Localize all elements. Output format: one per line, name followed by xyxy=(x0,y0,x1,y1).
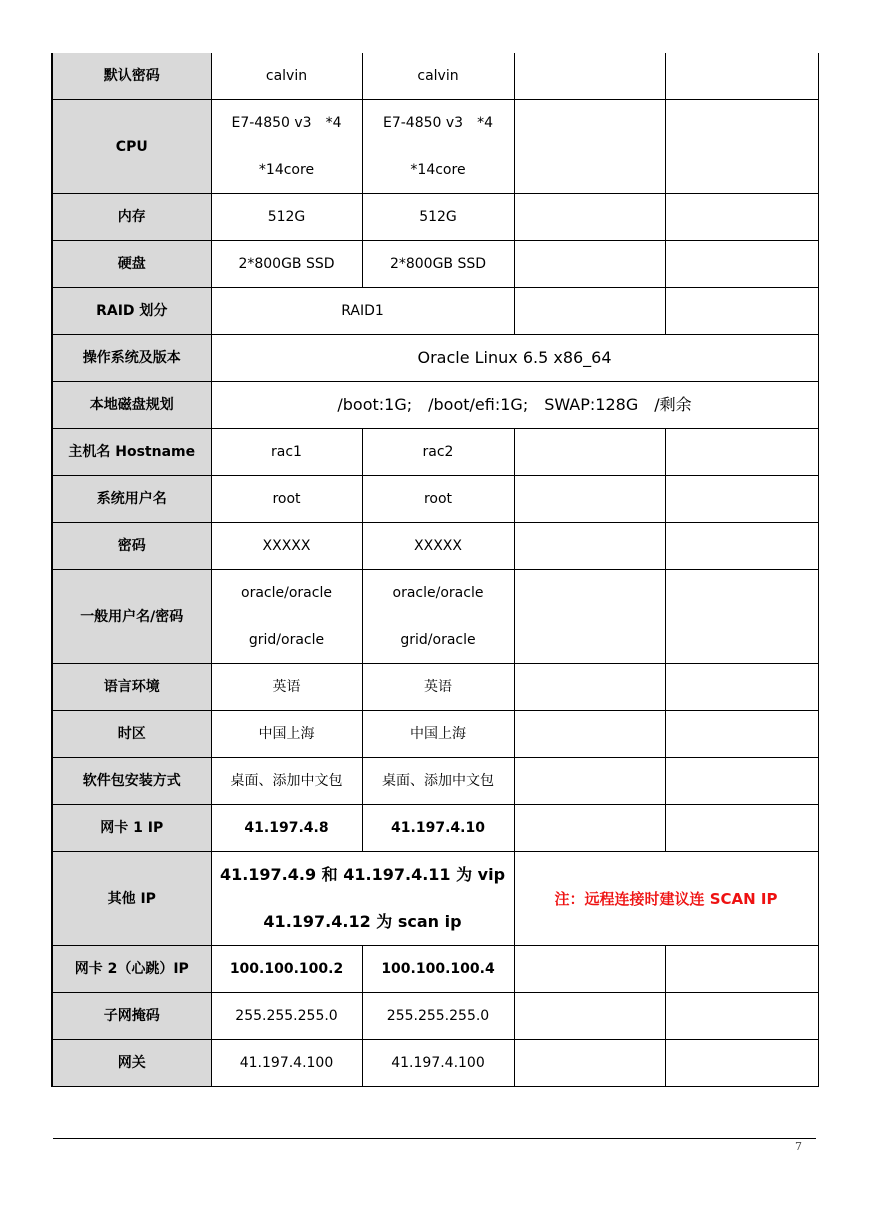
row-package-install xyxy=(52,758,818,805)
value-sys-user-node1: root xyxy=(211,476,362,523)
cpu-node2-line2: *14core xyxy=(410,162,466,178)
label-netmask: 子网掩码 xyxy=(52,993,211,1040)
row-timezone xyxy=(52,711,818,758)
empty-cell xyxy=(514,1040,665,1087)
row-gateway xyxy=(52,1040,818,1087)
value-cpu-node2 xyxy=(362,100,514,194)
value-sys-user-node2: root xyxy=(362,476,514,523)
server-spec-table xyxy=(51,53,819,1087)
empty-cell xyxy=(514,194,665,241)
row-nic1-ip xyxy=(52,805,818,852)
value-disk-node1: 2*800GB SSD xyxy=(211,241,362,288)
row-raid xyxy=(52,288,818,335)
row-language xyxy=(52,664,818,711)
row-password xyxy=(52,523,818,570)
empty-cell xyxy=(665,53,818,100)
value-cpu-node1 xyxy=(211,100,362,194)
empty-cell xyxy=(665,523,818,570)
footer-divider xyxy=(53,1138,816,1139)
empty-cell xyxy=(665,711,818,758)
empty-cell xyxy=(665,805,818,852)
page-number: 7 xyxy=(795,1140,802,1153)
value-other-ip xyxy=(211,852,514,946)
label-cpu: CPU xyxy=(52,100,211,194)
value-nic2-ip-node2: 100.100.100.4 xyxy=(362,946,514,993)
value-nic2-ip-node1: 100.100.100.2 xyxy=(211,946,362,993)
value-package-install-node2: 桌面、添加中文包 xyxy=(362,758,514,805)
empty-cell xyxy=(514,946,665,993)
row-sys-user xyxy=(52,476,818,523)
row-disk xyxy=(52,241,818,288)
label-other-ip: 其他 IP xyxy=(52,852,211,946)
value-password-node1: XXXXX xyxy=(211,523,362,570)
empty-cell xyxy=(514,711,665,758)
empty-cell xyxy=(514,993,665,1040)
label-raid: RAID 划分 xyxy=(52,288,211,335)
cpu-node1-line1: E7-4850 v3 *4 xyxy=(231,115,342,131)
value-gateway-node2: 41.197.4.100 xyxy=(362,1040,514,1087)
row-default-password xyxy=(52,53,818,100)
row-cpu xyxy=(52,100,818,194)
value-timezone-node1: 中国上海 xyxy=(211,711,362,758)
label-memory: 内存 xyxy=(52,194,211,241)
value-general-user-node2 xyxy=(362,570,514,664)
row-nic2-ip xyxy=(52,946,818,993)
empty-cell xyxy=(665,993,818,1040)
empty-cell xyxy=(514,429,665,476)
value-os: Oracle Linux 6.5 x86_64 xyxy=(211,335,818,382)
value-gateway-node1: 41.197.4.100 xyxy=(211,1040,362,1087)
label-nic2-ip: 网卡 2（心跳）IP xyxy=(52,946,211,993)
label-gateway: 网关 xyxy=(52,1040,211,1087)
value-netmask-node2: 255.255.255.0 xyxy=(362,993,514,1040)
value-password-node2: XXXXX xyxy=(362,523,514,570)
value-timezone-node2: 中国上海 xyxy=(362,711,514,758)
row-netmask xyxy=(52,993,818,1040)
value-general-user-node1 xyxy=(211,570,362,664)
empty-cell xyxy=(665,570,818,664)
row-hostname xyxy=(52,429,818,476)
empty-cell xyxy=(665,476,818,523)
general-user-node1-line1: oracle/oracle xyxy=(241,585,332,601)
value-package-install-node1: 桌面、添加中文包 xyxy=(211,758,362,805)
empty-cell xyxy=(514,53,665,100)
label-timezone: 时区 xyxy=(52,711,211,758)
row-memory xyxy=(52,194,818,241)
empty-cell xyxy=(514,523,665,570)
empty-cell xyxy=(665,241,818,288)
empty-cell xyxy=(665,194,818,241)
empty-cell xyxy=(665,1040,818,1087)
value-hostname-node1: rac1 xyxy=(211,429,362,476)
empty-cell xyxy=(665,429,818,476)
value-memory-node1: 512G xyxy=(211,194,362,241)
value-default-password-node1: calvin xyxy=(211,53,362,100)
value-local-disk: /boot:1G; /boot/efi:1G; SWAP:128G /剩余 xyxy=(211,382,818,429)
empty-cell xyxy=(514,570,665,664)
value-disk-node2: 2*800GB SSD xyxy=(362,241,514,288)
label-hostname: 主机名 Hostname xyxy=(52,429,211,476)
row-general-user xyxy=(52,570,818,664)
value-raid: RAID1 xyxy=(211,288,514,335)
cpu-node1-line2: *14core xyxy=(258,162,315,178)
label-nic1-ip: 网卡 1 IP xyxy=(52,805,211,852)
value-nic1-ip-node2: 41.197.4.10 xyxy=(362,805,514,852)
empty-cell xyxy=(514,664,665,711)
general-user-node1-line2: grid/oracle xyxy=(248,632,325,648)
value-hostname-node2: rac2 xyxy=(362,429,514,476)
label-sys-user: 系统用户名 xyxy=(52,476,211,523)
other-ip-line1: 41.197.4.9 和 41.197.4.11 为 vip xyxy=(219,865,506,884)
scan-ip-note: 注：远程连接时建议连 SCAN IP xyxy=(514,852,818,946)
empty-cell xyxy=(514,241,665,288)
value-language-node1: 英语 xyxy=(211,664,362,711)
row-other-ip xyxy=(52,852,818,946)
general-user-node2-line2: grid/oracle xyxy=(400,632,476,648)
row-local-disk xyxy=(52,382,818,429)
label-language: 语言环境 xyxy=(52,664,211,711)
empty-cell xyxy=(514,805,665,852)
empty-cell xyxy=(665,758,818,805)
cpu-node2-line1: E7-4850 v3 *4 xyxy=(383,115,493,131)
empty-cell xyxy=(665,100,818,194)
value-default-password-node2: calvin xyxy=(362,53,514,100)
value-language-node2: 英语 xyxy=(362,664,514,711)
empty-cell xyxy=(514,288,665,335)
general-user-node2-line1: oracle/oracle xyxy=(392,585,484,601)
row-os xyxy=(52,335,818,382)
label-default-password: 默认密码 xyxy=(52,53,211,100)
label-general-user: 一般用户名/密码 xyxy=(52,570,211,664)
label-os: 操作系统及版本 xyxy=(52,335,211,382)
empty-cell xyxy=(514,100,665,194)
label-local-disk: 本地磁盘规划 xyxy=(52,382,211,429)
empty-cell xyxy=(665,288,818,335)
other-ip-line2: 41.197.4.12 为 scan ip xyxy=(263,912,462,931)
empty-cell xyxy=(665,946,818,993)
empty-cell xyxy=(514,476,665,523)
empty-cell xyxy=(665,664,818,711)
value-memory-node2: 512G xyxy=(362,194,514,241)
label-password: 密码 xyxy=(52,523,211,570)
label-disk: 硬盘 xyxy=(52,241,211,288)
label-package-install: 软件包安装方式 xyxy=(52,758,211,805)
value-nic1-ip-node1: 41.197.4.8 xyxy=(211,805,362,852)
empty-cell xyxy=(514,758,665,805)
value-netmask-node1: 255.255.255.0 xyxy=(211,993,362,1040)
